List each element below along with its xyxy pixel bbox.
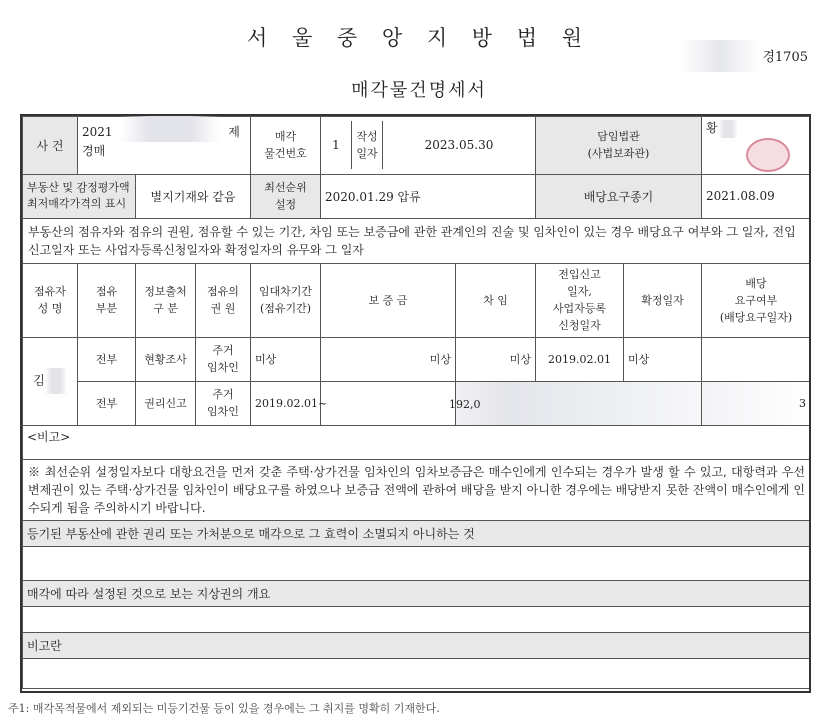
case-label: 사 건 xyxy=(23,117,78,175)
footer-note: 주1: 매각목적물에서 제외되는 미등기건물 등이 있을 경우에는 그 취지를 명확히 기재한다. xyxy=(8,702,440,715)
table-row xyxy=(23,337,811,381)
occupancy-note: 부동산의 점유자와 점유의 권원, 점유할 수 있는 기간, 차임 또는 보증금에 관한 관계인의 진술 및 임차인이 있는 경우 배당요구 여부와 그 일자, 전입신고일자 또는 사업자등록신청일자와 확정일자의 유무와 그 일자 xyxy=(23,218,811,263)
document-title: 매각물건명세서 xyxy=(351,80,487,101)
senior-right-label: 최선순위 설정 xyxy=(251,174,321,218)
redacted-case-number xyxy=(120,116,220,142)
info-source: 권리신고 xyxy=(136,381,196,425)
redacted-case-prefix xyxy=(680,40,760,72)
judge-label: 담임법관 (사법보좌관) xyxy=(536,117,702,175)
remarks-section-heading: 비고란 xyxy=(23,632,811,658)
occupant-name: 김 xyxy=(33,373,45,388)
written-date-label: 작성 일자 xyxy=(352,121,383,169)
judge-seal xyxy=(746,138,790,172)
header-fixed-date: 확정일자 xyxy=(624,263,702,337)
dividend-deadline-value: 2021.08.09 xyxy=(702,174,811,218)
occupied-part: 전부 xyxy=(78,381,136,425)
header-info-source: 정보출처 구 분 xyxy=(136,263,196,337)
registered-rights-heading: 등기된 부동산에 관한 권리 또는 가처분으로 매각으로 그 효력이 소멸되지 아니하는 것 xyxy=(23,520,811,546)
occupancy-right: 주거 임차인 xyxy=(196,381,251,425)
dividend-request: 3 xyxy=(702,381,811,425)
notice-text: ※ 최선순위 설정일자보다 대항요건을 먼저 갖춘 주택·상가건물 임차인의 임차보증금은 매수인에게 인수되는 경우가 발생 할 수 있고, 대항력과 우선변제권이 있는 주택·상가건물 임차인이 배당요구를 하였으나 보증금 전액에 관하여 배당을 받지 아니한 경우에는 배당받지 못한 잔액이 매수인에게 인수되게 됨을 주의하시기 바랍니다. xyxy=(23,459,811,520)
case-number: 경1705 xyxy=(762,50,808,65)
tenant-header-row xyxy=(23,263,811,337)
surface-rights-content xyxy=(23,606,811,632)
header-occupancy-right: 점유의 권 원 xyxy=(196,263,251,337)
occupant-name-cell xyxy=(23,337,78,425)
remarks-section-content xyxy=(23,658,811,688)
written-date: 2023.05.30 xyxy=(424,138,494,153)
judge-name: 황 xyxy=(706,121,718,135)
case-value-cell xyxy=(78,117,251,175)
table-row xyxy=(23,381,811,425)
deposit-cell xyxy=(321,381,481,425)
surface-rights-heading: 매각에 따라 설정된 것으로 보는 지상권의 개요 xyxy=(23,580,811,606)
header-move-in-date: 전입신고 일자, 사업자등록 신청일자 xyxy=(536,263,624,337)
price-value: 별지기재와 같음 xyxy=(136,174,251,218)
item-number: 1 xyxy=(321,121,352,169)
redacted-tenant-details xyxy=(456,381,702,425)
fixed-date: 미상 xyxy=(624,337,702,381)
court-name: 서 울 중 앙 지 방 법 원 xyxy=(246,26,591,50)
remarks-label: <비고> xyxy=(23,425,811,459)
sale-item-specification-table xyxy=(22,116,811,689)
header-occupant-name: 점유자 성 명 xyxy=(23,263,78,337)
header-occupied-part: 점유 부분 xyxy=(78,263,136,337)
occupancy-right: 주거 임차인 xyxy=(196,337,251,381)
move-in-date: 2019.02.01 xyxy=(536,337,624,381)
case-suffix: 제경매 xyxy=(82,125,240,158)
dividend-deadline-label: 배당요구종기 xyxy=(536,174,702,218)
lease-period: 미상 xyxy=(251,337,321,381)
item-and-date-cell xyxy=(321,117,536,175)
header-dividend-request: 배당 요구여부 (배당요구일자) xyxy=(702,263,811,337)
judge-cell xyxy=(702,117,811,175)
senior-right-value: 2020.01.29 압류 xyxy=(321,174,536,218)
occupied-part: 전부 xyxy=(78,337,136,381)
header-rent: 차 임 xyxy=(456,263,536,337)
header-deposit: 보 증 금 xyxy=(321,263,456,337)
rent: 미상 xyxy=(456,337,536,381)
price-label: 부동산 및 감정평가액 최저매각가격의 표시 xyxy=(23,174,136,218)
deposit: 192,0 xyxy=(449,397,481,411)
registered-rights-content xyxy=(23,546,811,580)
lease-period: 2019.02.01~ xyxy=(251,381,321,425)
info-source: 현황조사 xyxy=(136,337,196,381)
dividend-request xyxy=(702,337,811,381)
deposit: 미상 xyxy=(321,337,456,381)
item-number-label: 매각 물건번호 xyxy=(251,117,321,175)
case-value: 2021 xyxy=(82,125,113,139)
header-lease-period: 임대차기간 (점유기간) xyxy=(251,263,321,337)
